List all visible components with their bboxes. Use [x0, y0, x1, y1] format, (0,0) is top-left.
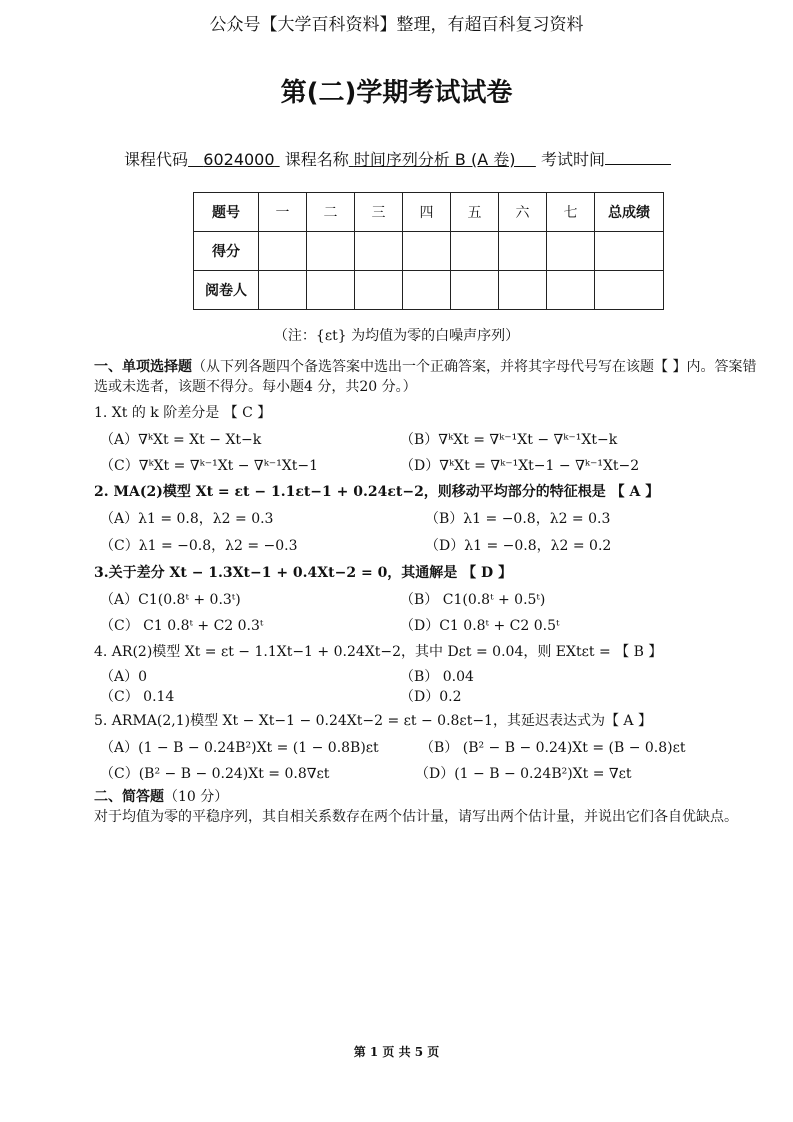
score-header-cell: 总成绩: [595, 193, 664, 232]
question-5-option-d: （D）(1 − B − 0.24B²)Xt = ∇εt: [415, 766, 632, 782]
score-row-label: 得分: [194, 232, 259, 271]
score-header-cell: 四: [403, 193, 451, 232]
white-noise-note: （注：{εt} 为均值为零的白噪声序列）: [273, 328, 520, 344]
question-1-option-d: （D）∇ᵏXt = ∇ᵏ⁻¹Xt−1 − ∇ᵏ⁻¹Xt−2: [400, 458, 640, 474]
score-header-cell: 二: [307, 193, 355, 232]
course-info-line: [124, 147, 671, 170]
question-5-stem: 5. ARMA(2,1)模型 Xt − Xt−1 − 0.24Xt−2 = εt − 0.8εt−1，其延迟表达式为【 A 】: [94, 713, 652, 729]
score-header-cell: 一: [259, 193, 307, 232]
question-2-option-d: （D）λ1 = −0.8，λ2 = 0.2: [425, 538, 612, 554]
question-4-option-c: （C） 0.14: [100, 689, 175, 705]
question-2-option-b: （B）λ1 = −0.8，λ2 = 0.3: [425, 511, 611, 527]
question-3-stem: 3.关于差分 Xt − 1.3Xt−1 + 0.4Xt−2 = 0，其通解是 【 D 】: [94, 565, 513, 581]
question-4-stem: 4. AR(2)模型 Xt = εt − 1.1Xt−1 + 0.24Xt−2，其中 Dεt = 0.04，则 EXtεt = 【 B 】: [94, 644, 663, 660]
question-2-option-a: （A）λ1 = 0.8，λ2 = 0.3: [100, 511, 274, 527]
score-header-cell: 五: [451, 193, 499, 232]
header-note: 公众号【大学百科资料】整理，有超百科复习资料: [209, 15, 584, 35]
section1-header: [94, 357, 766, 397]
exam-time-label: 考试时间: [540, 150, 605, 169]
score-header-cell: 七: [547, 193, 595, 232]
score-cell: [451, 271, 499, 310]
score-cell: [595, 271, 664, 310]
score-cell: [307, 271, 355, 310]
score-cell: [259, 232, 307, 271]
question-5-option-b: （B） (B² − B − 0.24)Xt = (B − 0.8)εt: [420, 740, 686, 756]
question-3-option-c: （C） C1 0.8ᵗ + C2 0.3ᵗ: [100, 618, 264, 634]
score-cell: [259, 271, 307, 310]
section2-points: （10 分）: [164, 789, 229, 805]
section2-question: 对于均值为零的平稳序列，其自相关系数存在两个估计量，请写出两个估计量，并说出它们各自优缺点。: [94, 809, 738, 825]
course-name: 时间序列分析 B (A 卷): [353, 150, 516, 169]
score-cell: [307, 232, 355, 271]
question-2-option-c: （C）λ1 = −0.8，λ2 = −0.3: [100, 538, 298, 554]
score-table-header-row: [194, 193, 664, 232]
score-cell: [547, 271, 595, 310]
score-header-cell: 六: [499, 193, 547, 232]
course-code: 6024000: [203, 150, 275, 169]
question-1-option-b: （B）∇ᵏXt = ∇ᵏ⁻¹Xt − ∇ᵏ⁻¹Xt−k: [400, 432, 618, 448]
question-3-option-d: （D）C1 0.8ᵗ + C2 0.5ᵗ: [400, 618, 560, 634]
score-cell: [451, 232, 499, 271]
score-cell: [595, 232, 664, 271]
score-cell: [499, 232, 547, 271]
score-cell: [547, 232, 595, 271]
section1-title: 一、单项选择题: [94, 359, 192, 375]
exam-time-blank: [605, 150, 671, 165]
score-cell: [499, 271, 547, 310]
course-code-label: 课程代码: [124, 150, 189, 169]
score-table-row: [194, 271, 664, 310]
question-1-stem: 1. Xt 的 k 阶差分是 【 C 】: [94, 405, 272, 421]
section2-title: 二、简答题: [94, 789, 164, 805]
exam-title: 第(二)学期考试试卷: [280, 78, 513, 108]
score-cell: [355, 232, 403, 271]
question-1-option-a: （A）∇ᵏXt = Xt − Xt−k: [100, 432, 262, 448]
question-5-option-a: （A）(1 − B − 0.24B²)Xt = (1 − 0.8B)εt: [100, 740, 379, 756]
question-1-option-c: （C）∇ᵏXt = ∇ᵏ⁻¹Xt − ∇ᵏ⁻¹Xt−1: [100, 458, 319, 474]
question-4-option-d: （D）0.2: [400, 689, 462, 705]
score-header-cell: 题号: [194, 193, 259, 232]
question-4-option-a: （A）0: [100, 669, 148, 685]
section1-instructions: （从下列各题四个备选答案中选出一个正确答案，并将其字母代号写在该题【 】内。答案错选或未选者，该题不得分。每小题4 分，共20 分。）: [94, 359, 757, 395]
question-3-option-a: （A）C1(0.8ᵗ + 0.3ᵗ): [100, 592, 241, 608]
score-cell: [403, 232, 451, 271]
question-2-stem: 2. MA(2)模型 Xt = εt − 1.1εt−1 + 0.24εt−2，则移动平均部分的特征根是 【 A 】: [94, 484, 660, 500]
score-table-row: [194, 232, 664, 271]
course-name-label: 课程名称: [284, 150, 349, 169]
question-3-option-b: （B） C1(0.8ᵗ + 0.5ᵗ): [400, 592, 546, 608]
question-4-option-b: （B） 0.04: [400, 669, 474, 685]
score-cell: [403, 271, 451, 310]
score-row-label: 阅卷人: [194, 271, 259, 310]
page-footer: 第 1 页 共 5 页: [353, 1045, 440, 1059]
score-header-cell: 三: [355, 193, 403, 232]
question-5-option-c: （C）(B² − B − 0.24)Xt = 0.8∇εt: [100, 766, 330, 782]
score-cell: [355, 271, 403, 310]
section2-header: [94, 786, 228, 806]
score-table: [193, 192, 664, 310]
